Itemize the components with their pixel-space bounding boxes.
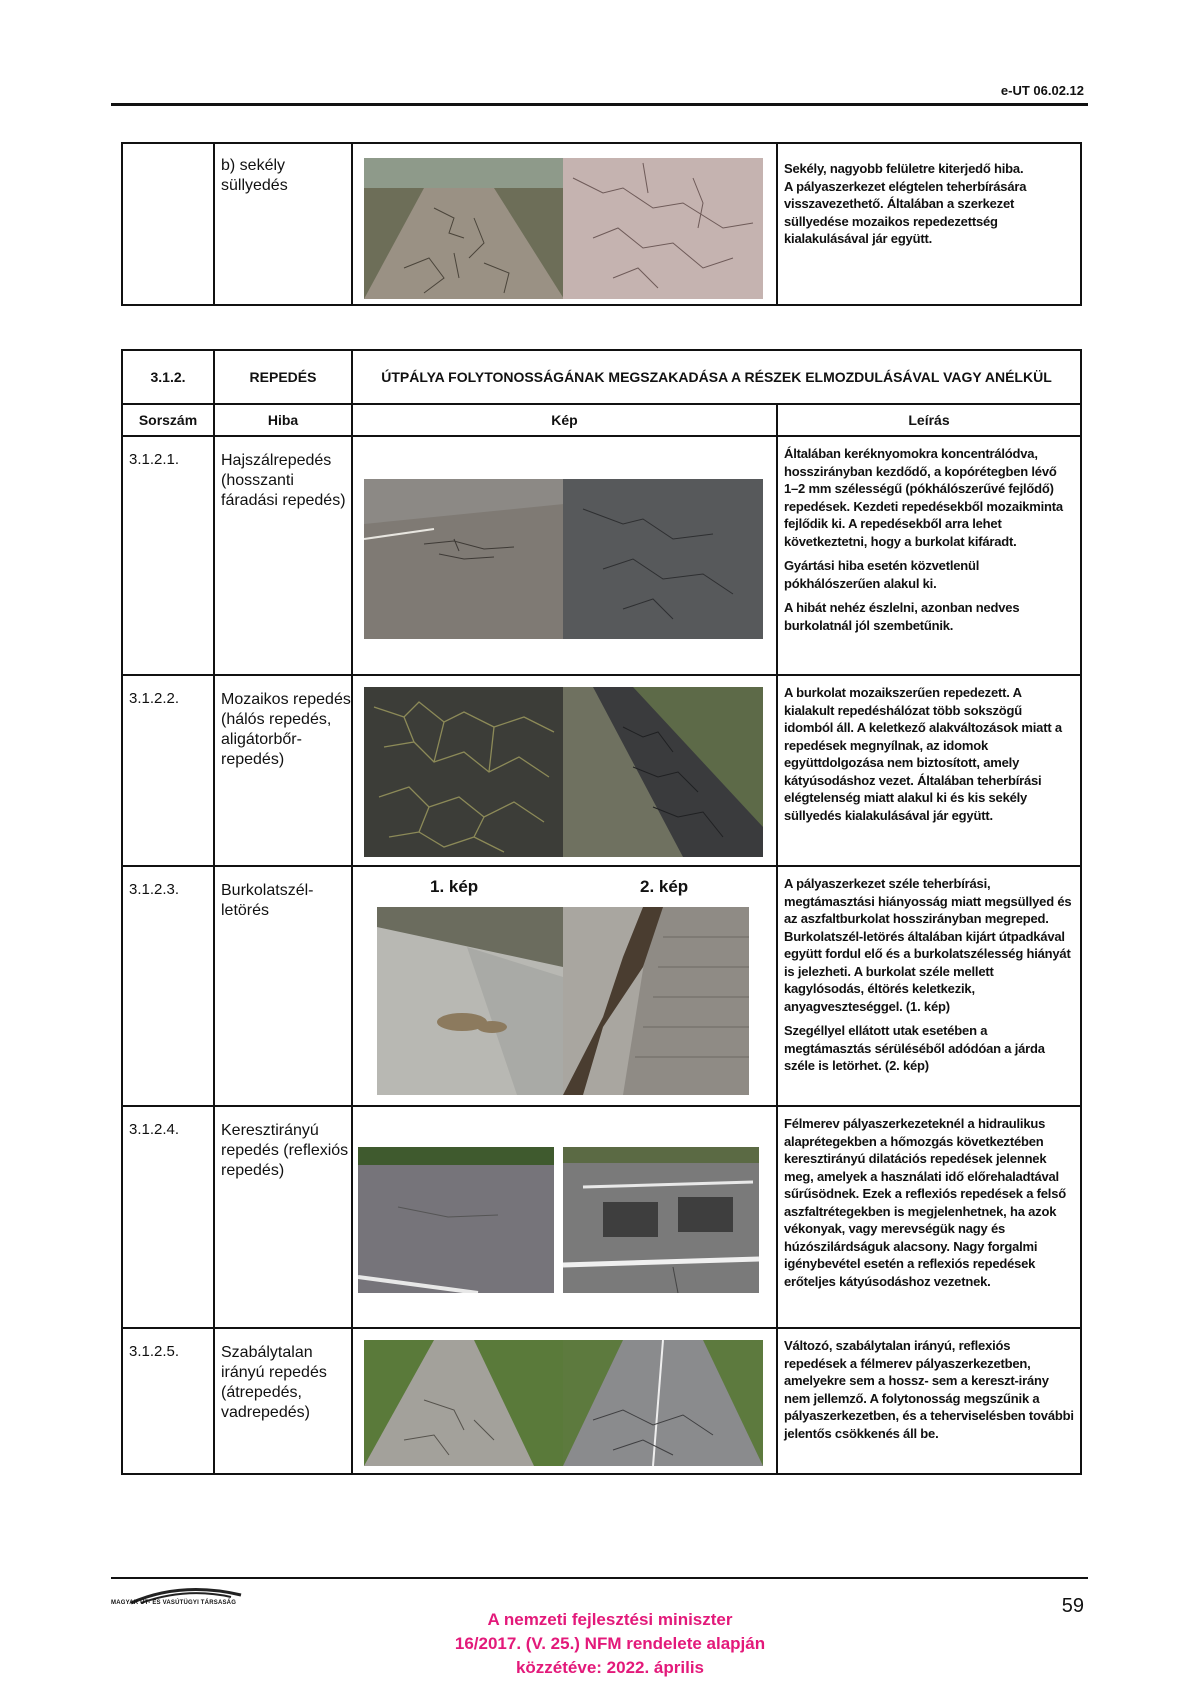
photo-hairline-crack-2 xyxy=(563,479,763,639)
row-number: 3.1.2.4. xyxy=(129,1121,180,1138)
desc-paragraph: A hibát nehéz észlelni, azonban nedves burkolatnál jól szembetűnik. xyxy=(784,600,1020,633)
desc-paragraph: Változó, szabálytalan irányú, reflexiós repedések a félmerev pályaszerkezetben, amelyekre sem a hossz- sem a kereszt-irány nem jellemző. A folytonosság megszűnik a pályaszerkezetben, és a teherviselésben további jelentős csökkenés áll be. xyxy=(784,1338,1074,1441)
table-row xyxy=(122,675,1081,866)
page-number: 59 xyxy=(1061,1595,1084,1617)
table-row xyxy=(122,866,1081,1106)
publication-note xyxy=(380,1608,840,1680)
table-row xyxy=(122,436,1081,675)
photo-road-subsidence xyxy=(364,158,564,299)
column-header-kep: Kép xyxy=(352,404,777,436)
photo-transverse-crack-1 xyxy=(358,1147,554,1293)
photo-caption-1: 1. kép xyxy=(430,877,479,896)
photo-caption-2: 2. kép xyxy=(640,877,689,896)
desc-paragraph: Gyártási hiba esetén közvetlenül pókhálószerűen alakul ki. xyxy=(784,558,980,591)
desc-paragraph: A burkolat mozaikszerűen repedezett. A kialakult repedéshálózat több sokszögű idomból áll. A keletkező alakváltozások miatt a repedések megnyílnak, az idomok együttdolgozása nem biztosított, amely kátyúsodáshoz vezet. Általában teherbírási elégtelenség miatt alakul ki és kis sekély süllyedés kialakulásával jár együtt. xyxy=(784,685,1062,823)
desc-paragraph: Általában keréknyomokra koncentrálódva, hosszirányban kezdődő, a kopórétegben lévő 1–2 mm szélességű (pókhálószerűvé fejlődő) repedések. Kezdeti repedésekből mozaikminta fejlődik ki. A repedésekből arra lehet következtetni, hogy a burkolat kifáradt. xyxy=(784,446,1063,549)
column-header-no: Sorszám xyxy=(122,404,214,436)
publication-line-2: 16/2017. (V. 25.) NFM rendelete alapján xyxy=(454,1634,766,1653)
desc-paragraph: Szegéllyel ellátott utak esetében a megtámasztás sérüléséből adódóan a járda széle is letörhet. (2. kép) xyxy=(784,1023,1045,1073)
photo-irregular-crack-2 xyxy=(563,1340,763,1466)
table-row xyxy=(122,1328,1081,1474)
desc-paragraph: A pályaszerkezet elégtelen teherbírására visszavezethető. Általában a szerkezet süllyedése mozaikos repedezettség kialakulásával jár együtt. xyxy=(784,178,1027,246)
photo-transverse-crack-2 xyxy=(563,1147,759,1293)
row-number: 3.1.2.2. xyxy=(129,690,180,707)
row-number: 3.1.2.3. xyxy=(129,881,180,898)
desc-paragraph: Sekély, nagyobb felületre kiterjedő hiba. xyxy=(784,161,1024,176)
publication-line-3: közzétéve: 2022. április xyxy=(515,1658,705,1677)
photo-crack-closeup xyxy=(563,158,763,299)
table-row xyxy=(122,1106,1081,1328)
publication-line-1: A nemzeti fejlesztési miniszter xyxy=(487,1610,733,1629)
footer-rule xyxy=(111,1577,1088,1579)
photo-edge-break-1 xyxy=(377,907,563,1095)
top-table xyxy=(121,142,1082,306)
empty-cell xyxy=(122,143,214,305)
photo-hairline-crack-1 xyxy=(364,479,564,639)
photo-irregular-crack-1 xyxy=(364,1340,564,1466)
hiba-label: Szabálytalan irányú repedés (átrepedés, vadrepedés) xyxy=(221,1344,327,1421)
row-number: 3.1.2.1. xyxy=(129,451,180,468)
photo-edge-break-2 xyxy=(563,907,749,1095)
main-table xyxy=(121,349,1082,1475)
hiba-label: b) sekély süllyedés xyxy=(221,157,288,194)
section-title: ÚTPÁLYA FOLYTONOSSÁGÁNAK MEGSZAKADÁSA A RÉSZEK ELMOZDULÁSÁVAL VAGY ANÉLKÜL xyxy=(352,350,1081,404)
photo-alligator-crack-1 xyxy=(364,687,564,857)
hiba-label: Burkolatszél-letörés xyxy=(221,882,314,919)
desc-paragraph: A pályaszerkezet széle teherbírási, megtámasztási hiányosság miatt megsüllyed és az aszfaltburkolat hosszirányban megreped. Burkolatszél-letörés általában kijárt útpadkával együtt fordul elő és a burkolatszélesség hiányát is jelezheti. A burkolat széle mellett kagylósodás, éltörés keletkezik, anyagveszteséggel. (1. kép) xyxy=(784,876,1072,1014)
hiba-label: Keresztirányú repedés (reflexiós repedés) xyxy=(221,1122,349,1179)
hiba-label: Hajszálrepedés (hosszanti fáradási repedés) xyxy=(221,452,346,509)
column-header-hiba: Hiba xyxy=(214,404,352,436)
header-rule xyxy=(111,103,1088,106)
column-header-leiras: Leírás xyxy=(777,404,1081,436)
document-code: e-UT 06.02.12 xyxy=(1000,83,1084,98)
section-name: REPEDÉS xyxy=(214,350,352,404)
row-number: 3.1.2.5. xyxy=(129,1343,180,1360)
hiba-label: Mozaikos repedés (hálós repedés, aligátorbőr-repedés) xyxy=(221,691,351,768)
desc-paragraph: Félmerev pályaszerkezeteknél a hidraulikus alaprétegekben a hőmozgás következtében keresztirányú dilatációs repedések jelennek meg, amelyek a használati idő előrehaladtával sűrűsödnek. Ezek a reflexiós repedések a felső aszfaltrétegekben is megjelenhetnek, ha azok vékonyak, vagy merevségük nagy és húzószilárdságuk alacsony. Nagy forgalmi igénybevétel esetén a reflexiós repedések erőteljes kátyúsodáshoz vezetnek. xyxy=(784,1116,1066,1289)
logo-text: MAGYAR ÚT- ÉS VASÚTÜGYI TÁRSASÁG xyxy=(111,1600,237,1606)
section-number: 3.1.2. xyxy=(122,350,214,404)
photo-alligator-crack-2 xyxy=(563,687,763,857)
